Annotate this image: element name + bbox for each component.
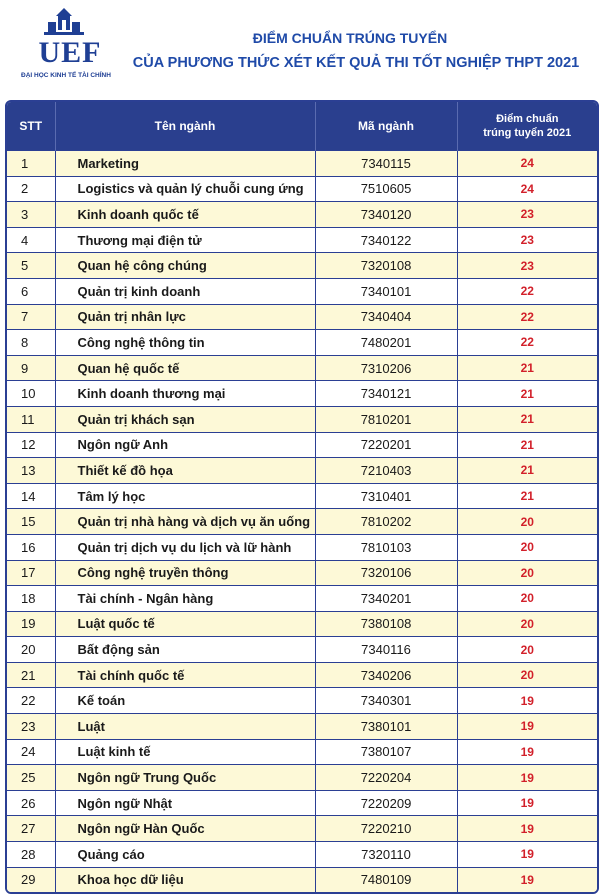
cell-stt: 15 (7, 509, 55, 535)
cell-stt: 11 (7, 406, 55, 432)
table-row (7, 176, 597, 202)
scores-table-container (5, 100, 599, 894)
table-row (7, 662, 597, 688)
cell-major-code: 7810103 (315, 534, 457, 560)
cell-stt: 29 (7, 867, 55, 892)
column-header-name: Tên ngành (55, 102, 315, 151)
cell-stt: 20 (7, 637, 55, 663)
cell-major-code: 7340404 (315, 304, 457, 330)
cell-score: 19 (457, 816, 597, 842)
table-row (7, 790, 597, 816)
cell-major-name: Tâm lý học (55, 483, 315, 509)
cell-stt: 22 (7, 688, 55, 714)
cell-score: 20 (457, 586, 597, 612)
table-row (7, 432, 597, 458)
cell-stt: 6 (7, 278, 55, 304)
cell-major-code: 7210403 (315, 458, 457, 484)
cell-major-name: Tài chính - Ngân hàng (55, 586, 315, 612)
cell-stt: 21 (7, 662, 55, 688)
cell-stt: 12 (7, 432, 55, 458)
table-row (7, 765, 597, 791)
cell-score: 24 (457, 176, 597, 202)
cell-score: 20 (457, 534, 597, 560)
cell-major-code: 7340201 (315, 586, 457, 612)
cell-stt: 23 (7, 714, 55, 740)
table-header-row (7, 102, 597, 151)
column-header-score-line2: trúng tuyển 2021 (483, 127, 572, 139)
cell-major-code: 7310401 (315, 483, 457, 509)
scores-table (7, 102, 597, 892)
table-row (7, 560, 597, 586)
cell-major-name: Quảng cáo (55, 842, 315, 868)
cell-stt: 16 (7, 534, 55, 560)
table-row (7, 304, 597, 330)
cell-major-name: Tài chính quốc tế (55, 662, 315, 688)
table-row (7, 355, 597, 381)
cell-major-name: Logistics và quản lý chuỗi cung ứng (55, 176, 315, 202)
cell-major-code: 7220210 (315, 816, 457, 842)
cell-major-code: 7480201 (315, 330, 457, 356)
cell-stt: 13 (7, 458, 55, 484)
cell-major-code: 7320110 (315, 842, 457, 868)
cell-major-name: Kế toán (55, 688, 315, 714)
table-row (7, 867, 597, 892)
table-row (7, 406, 597, 432)
cell-stt: 26 (7, 790, 55, 816)
cell-score: 23 (457, 253, 597, 279)
cell-stt: 3 (7, 202, 55, 228)
cell-major-code: 7340116 (315, 637, 457, 663)
cell-score: 19 (457, 842, 597, 868)
cell-score: 22 (457, 278, 597, 304)
cell-major-name: Luật kinh tế (55, 739, 315, 765)
table-row (7, 586, 597, 612)
cell-major-name: Quản trị kinh doanh (55, 278, 315, 304)
table-row (7, 688, 597, 714)
cell-score: 22 (457, 304, 597, 330)
cell-stt: 2 (7, 176, 55, 202)
cell-major-code: 7510605 (315, 176, 457, 202)
cell-major-name: Khoa học dữ liệu (55, 867, 315, 892)
building-icon (42, 6, 86, 38)
cell-major-name: Ngôn ngữ Anh (55, 432, 315, 458)
cell-major-code: 7380108 (315, 611, 457, 637)
cell-major-code: 7320108 (315, 253, 457, 279)
cell-stt: 5 (7, 253, 55, 279)
cell-score: 20 (457, 637, 597, 663)
cell-major-name: Quan hệ quốc tế (55, 355, 315, 381)
table-row (7, 637, 597, 663)
cell-major-name: Công nghệ thông tin (55, 330, 315, 356)
cell-stt: 7 (7, 304, 55, 330)
cell-major-name: Thương mại điện tử (55, 227, 315, 253)
cell-stt: 19 (7, 611, 55, 637)
cell-stt: 27 (7, 816, 55, 842)
table-row (7, 151, 597, 177)
table-row (7, 330, 597, 356)
cell-major-name: Công nghệ truyền thông (55, 560, 315, 586)
cell-score: 19 (457, 688, 597, 714)
cell-major-code: 7480109 (315, 867, 457, 892)
table-row (7, 253, 597, 279)
cell-major-name: Thiết kế đồ họa (55, 458, 315, 484)
table-row (7, 842, 597, 868)
cell-major-code: 7320106 (315, 560, 457, 586)
uef-logo (14, 6, 114, 84)
cell-major-name: Luật quốc tế (55, 611, 315, 637)
cell-major-code: 7340115 (315, 151, 457, 177)
table-row (7, 227, 597, 253)
cell-score: 20 (457, 662, 597, 688)
cell-score: 21 (457, 406, 597, 432)
column-header-score (457, 102, 597, 151)
cell-score: 19 (457, 714, 597, 740)
table-row (7, 739, 597, 765)
cell-major-code: 7810202 (315, 509, 457, 535)
page-title: ĐIỂM CHUẨN TRÚNG TUYỂN (252, 30, 448, 46)
cell-stt: 17 (7, 560, 55, 586)
cell-stt: 1 (7, 151, 55, 177)
cell-major-code: 7340122 (315, 227, 457, 253)
table-row (7, 381, 597, 407)
table-row (7, 458, 597, 484)
cell-score: 19 (457, 790, 597, 816)
cell-score: 20 (457, 611, 597, 637)
cell-score: 19 (457, 739, 597, 765)
cell-score: 23 (457, 202, 597, 228)
cell-major-name: Ngôn ngữ Hàn Quốc (55, 816, 315, 842)
cell-major-code: 7380101 (315, 714, 457, 740)
table-row (7, 816, 597, 842)
cell-major-name: Luật (55, 714, 315, 740)
table-row (7, 534, 597, 560)
cell-major-name: Quản trị khách sạn (55, 406, 315, 432)
cell-major-code: 7380107 (315, 739, 457, 765)
page-header (0, 0, 600, 90)
cell-score: 23 (457, 227, 597, 253)
table-row (7, 483, 597, 509)
table-row (7, 509, 597, 535)
table-row (7, 202, 597, 228)
cell-score: 22 (457, 330, 597, 356)
cell-stt: 18 (7, 586, 55, 612)
cell-major-code: 7220204 (315, 765, 457, 791)
cell-score: 21 (457, 355, 597, 381)
cell-score: 21 (457, 381, 597, 407)
table-row (7, 714, 597, 740)
cell-major-name: Quản trị nhà hàng và dịch vụ ăn uống (55, 509, 315, 535)
logo-subtitle: ĐẠI HỌC KINH TẾ TÀI CHÍNH (21, 72, 111, 79)
cell-stt: 28 (7, 842, 55, 868)
cell-major-code: 7310206 (315, 355, 457, 381)
cell-major-code: 7810201 (315, 406, 457, 432)
logo-text: UEF (38, 36, 102, 69)
column-header-score-line1: Điểm chuẩn (496, 113, 559, 125)
cell-major-name: Quản trị nhân lực (55, 304, 315, 330)
cell-major-code: 7220201 (315, 432, 457, 458)
cell-major-code: 7340301 (315, 688, 457, 714)
cell-score: 21 (457, 432, 597, 458)
cell-stt: 8 (7, 330, 55, 356)
cell-stt: 25 (7, 765, 55, 791)
cell-score: 20 (457, 560, 597, 586)
cell-major-code: 7340101 (315, 278, 457, 304)
cell-score: 24 (457, 151, 597, 177)
cell-major-name: Ngôn ngữ Nhật (55, 790, 315, 816)
cell-major-code: 7220209 (315, 790, 457, 816)
cell-stt: 9 (7, 355, 55, 381)
cell-score: 19 (457, 867, 597, 892)
column-header-code: Mã ngành (315, 102, 457, 151)
cell-stt: 4 (7, 227, 55, 253)
cell-score: 21 (457, 483, 597, 509)
cell-major-code: 7340121 (315, 381, 457, 407)
cell-major-name: Marketing (55, 151, 315, 177)
cell-major-name: Quản trị dịch vụ du lịch và lữ hành (55, 534, 315, 560)
cell-major-name: Quan hệ công chúng (55, 253, 315, 279)
cell-score: 19 (457, 765, 597, 791)
cell-stt: 10 (7, 381, 55, 407)
cell-major-name: Ngôn ngữ Trung Quốc (55, 765, 315, 791)
table-row (7, 611, 597, 637)
cell-major-name: Kinh doanh thương mại (55, 381, 315, 407)
cell-stt: 24 (7, 739, 55, 765)
cell-stt: 14 (7, 483, 55, 509)
column-header-stt: STT (7, 102, 55, 151)
cell-major-code: 7340206 (315, 662, 457, 688)
cell-major-name: Kinh doanh quốc tế (55, 202, 315, 228)
cell-major-code: 7340120 (315, 202, 457, 228)
cell-score: 20 (457, 509, 597, 535)
cell-score: 21 (457, 458, 597, 484)
page-subtitle: CỦA PHƯƠNG THỨC XÉT KẾT QUẢ THI TỐT NGHIỆP THPT 2021 (132, 55, 580, 71)
table-row (7, 278, 597, 304)
cell-major-name: Bất động sản (55, 637, 315, 663)
